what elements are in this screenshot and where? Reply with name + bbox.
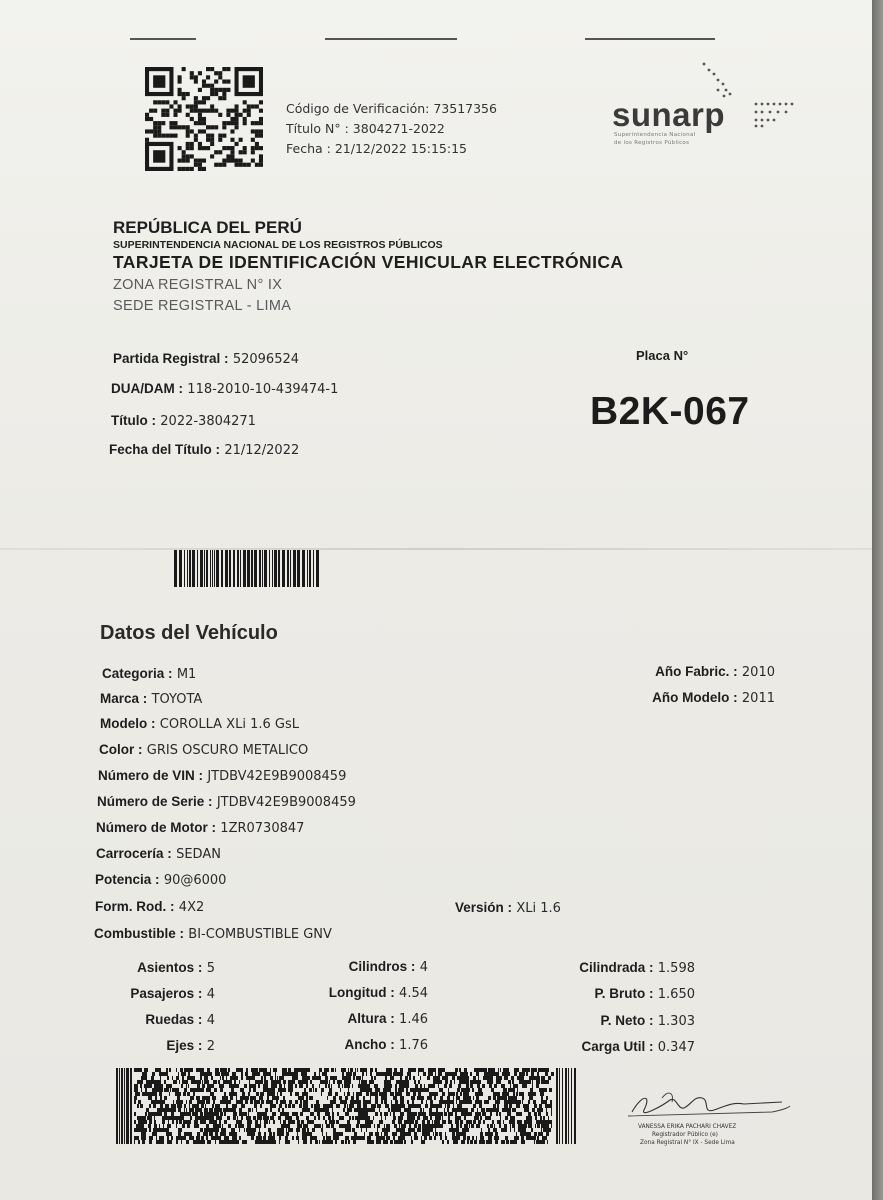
field-titulo: Título : 2022-3804271: [111, 413, 256, 429]
top-rule: [585, 38, 715, 40]
logo-subtitle: de los Registros Públicos: [614, 140, 690, 146]
desk-background: [872, 0, 883, 1200]
field-altura: Altura : 1.46: [347, 1011, 428, 1027]
field-ancho: Ancho : 1.76: [344, 1037, 428, 1053]
paper-fold: [0, 548, 872, 550]
field-color: Color : GRIS OSCURO METALICO: [99, 742, 309, 758]
field-p-neto: P. Neto : 1.303: [600, 1013, 695, 1029]
signatory-name: VANESSA ERIKA PACHARI CHAVEZ: [638, 1124, 737, 1130]
field-p-bruto: P. Bruto : 1.650: [594, 986, 695, 1002]
field-anio-fabric: Año Fabric. : 2010: [655, 664, 775, 680]
field-motor: Número de Motor : 1ZR0730847: [96, 820, 305, 836]
field-categoria: Categoria : M1: [102, 666, 197, 682]
verification-title-line: Título N° : 3804271-2022: [286, 121, 445, 136]
field-partida: Partida Registral : 52096524: [113, 351, 300, 367]
field-modelo: Modelo : COROLLA XLi 1.6 GsL: [100, 716, 299, 732]
top-rule: [130, 38, 196, 40]
signature-scribble: [622, 1088, 792, 1124]
field-longitud: Longitud : 4.54: [328, 985, 428, 1001]
field-cilindrada: Cilindrada : 1.598: [579, 960, 695, 976]
field-combustible: Combustible : BI-COMBUSTIBLE GNV: [94, 926, 332, 942]
barcode: [172, 550, 322, 587]
field-cilindros: Cilindros : 4: [348, 959, 428, 975]
header-republica: REPÚBLICA DEL PERÚ: [113, 218, 302, 237]
field-carroceria: Carrocería : SEDAN: [96, 846, 221, 862]
field-pasajeros: Pasajeros : 4: [130, 986, 215, 1002]
field-potencia: Potencia : 90@6000: [95, 872, 227, 888]
placa-number: B2K-067: [590, 390, 750, 433]
signature-block: [622, 1088, 792, 1158]
signatory-zone: Zona Registral N° IX - Sede Lima: [640, 1140, 735, 1146]
verification-date: 21/12/2022 15:15:15: [334, 141, 467, 156]
header-superintendencia: SUPERINTENDENCIA NACIONAL DE LOS REGISTROS PÚBLICOS: [113, 239, 443, 251]
field-form-rod: Form. Rod. : 4X2: [95, 899, 205, 915]
field-version: Versión : XLi 1.6: [455, 900, 561, 916]
field-ejes: Ejes : 2: [166, 1038, 215, 1054]
field-serie: Número de Serie : JTDBV42E9B9008459: [97, 794, 356, 810]
header-sede: SEDE REGISTRAL - LIMA: [113, 298, 292, 314]
field-carga-util: Carga Util : 0.347: [581, 1039, 695, 1055]
header-zona: ZONA REGISTRAL N° IX: [113, 277, 283, 293]
verification-date-line: Fecha : 21/12/2022 15:15:15: [286, 141, 467, 156]
verification-block: [286, 99, 497, 159]
section-title: Datos del Vehículo: [100, 622, 278, 644]
field-vin: Número de VIN : JTDBV42E9B9008459: [98, 768, 347, 784]
sunarp-logo: [606, 60, 806, 160]
field-ruedas: Ruedas : 4: [145, 1012, 215, 1028]
field-asientos: Asientos : 5: [137, 960, 215, 976]
logo-wordmark: sunarp: [612, 96, 726, 133]
field-anio-modelo: Año Modelo : 2011: [652, 690, 775, 706]
pdf417-barcode: [116, 1068, 576, 1144]
header-tarjeta-title: TARJETA DE IDENTIFICACIÓN VEHICULAR ELECTRÓNICA: [113, 252, 624, 272]
qr-code: [145, 67, 263, 171]
field-fecha-titulo: Fecha del Título : 21/12/2022: [109, 442, 300, 458]
logo-subtitle: Superintendencia Nacional: [614, 132, 696, 138]
signatory-role: Registrador Público (e): [652, 1132, 718, 1138]
placa-label: Placa N°: [636, 348, 689, 363]
verification-code: 73517356: [433, 101, 497, 116]
verification-title: 3804271-2022: [352, 121, 445, 136]
field-marca: Marca : TOYOTA: [100, 691, 203, 707]
verification-code-line: Código de Verificación: 73517356: [286, 101, 497, 116]
document-header: [113, 218, 623, 314]
field-dua: DUA/DAM : 118-2010-10-439474-1: [111, 381, 339, 397]
top-rule: [325, 38, 457, 40]
